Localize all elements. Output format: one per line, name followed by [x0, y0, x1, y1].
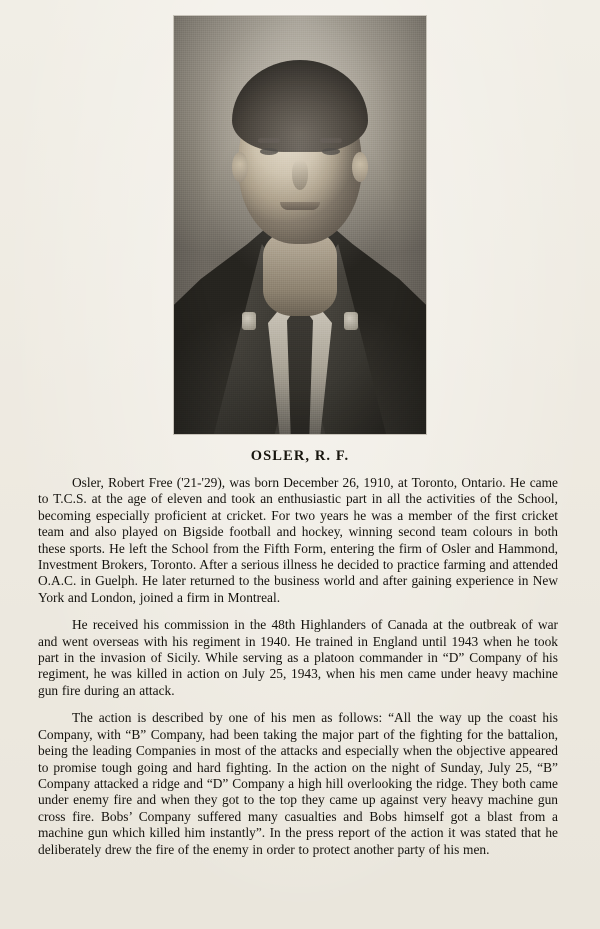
biography-text — [38, 475, 558, 858]
paragraph-3: The action is described by one of his men as follows: “All the way up the coast his Company, with “B” Company, had been taking the major part of the fighting for the battalion, being the leading Companies in most of the attacks and especially when the objective appeared to promise tough going and hard fighting. In the action on the night of Sunday, July 25, “B” Company attacked a ridge and “D” Company a high hill overlooking the ridge. They both came under enemy fire and when they got to the top they came up against very heavy machine gun cross fire. Bobs’ Company suffered many casualties and Bobs himself got a blast from a machine gun which killed him instantly”. In the press report of the action it was stated that he deliberately drew the fire of the enemy in order to protect another party of his men. — [38, 710, 558, 857]
paragraph-2: He received his commission in the 48th Highlanders of Canada at the outbreak of war and went overseas with his regiment in 1940. He trained in England until 1943 when he took part in the invasion of Sicily. While serving as a platoon commander in “D” Company of his regiment, he was killed in action on July 25, 1943, when his men came under heavy machine gun fire during an attack. — [38, 617, 558, 698]
portrait-photo-container — [26, 16, 574, 434]
photo-caption: OSLER, R. F. — [250, 448, 350, 464]
halftone-grain-overlay — [174, 16, 426, 434]
paragraph-1: Osler, Robert Free ('21-'29), was born December 26, 1910, at Toronto, Ontario. He came to T.C.S. at the age of eleven and took an enthusiastic part in all the activities of the School, becoming especially proficient at cricket. For two years he was a member of the first cricket team and also played on Bigside football and hockey, winning second team colours in both these sports. He left the School from the Fifth Form, entering the firm of Osler and Hammond, Investment Brokers, Toronto. After a serious illness he decided to practice farming and attended O.A.C. in Guelph. He later returned to the business world and after gaining experience in New York and London, joined a firm in Montreal. — [38, 475, 558, 605]
portrait-photo — [174, 16, 426, 434]
